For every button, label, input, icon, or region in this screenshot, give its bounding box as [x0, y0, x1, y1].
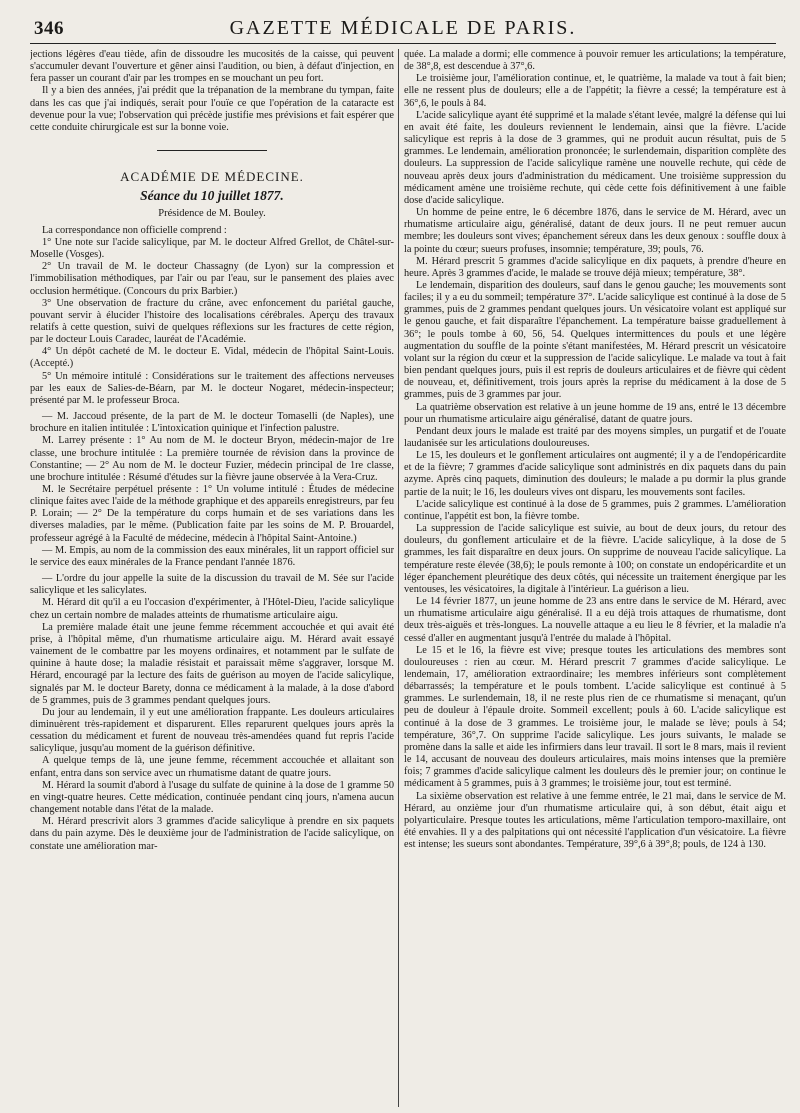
journal-title: GAZETTE MÉDICALE DE PARIS.	[229, 17, 577, 39]
paragraph: L'acide salicylique est continué à la dose de 5 grammes, puis 2 grammes. L'amélioration continue, l'appétit est bon, la fièvre tombe.	[404, 498, 786, 522]
paragraph: M. Hérard la soumit d'abord à l'usage du sulfate de quinine à la dose de 1 gramme 50 en vingt-quatre heures. Cette médication, continuée pendant cinq jours, n'amena aucun changement notable dans l'état de la malade.	[30, 779, 394, 816]
paragraph: — L'ordre du jour appelle la suite de la discussion du travail de M. Sée sur l'acide salicylique et les salicylates.	[30, 573, 394, 597]
page-header	[30, 14, 776, 44]
paragraph: — M. Empis, au nom de la commission des eaux minérales, lit un rapport officiel sur le service des eaux minérales de la France pendant l'année 1876.	[30, 544, 394, 568]
paragraph: Un homme de peine entre, le 6 décembre 1876, dans le service de M. Hérard, avec un rhumatisme articulaire aigu, généralisé, datant de deux jours. Il ne peut remuer aucun membre; les douleurs sont vives; épanchement séreux dans les deux genoux : souffle doux à la pointe du cœur; sueurs profuses, insomnie; température, 39; pouls, 76.	[404, 207, 786, 255]
paragraph: Il y a bien des années, j'ai prédit que la trépanation de la membrane du tympan, faite dans les cas que j'ai indiqués, serait pour l'ouïe ce que l'opération de la cataracte est devenue pour la vue; l'observation qui précède justifie mes prévisions et fait espérer que cette conduite chirurgicale est sur la bonne voie.	[30, 85, 394, 133]
paragraph: Pendant deux jours le malade est traité par des moyens simples, un purgatif et de l'ouate laudanisée sur les articulations douloureuses.	[404, 425, 786, 449]
paragraph: M. Hérard prescrit 5 grammes d'acide salicylique en dix paquets, à prendre d'heure en heure. Après 3 grammes d'acide, le malade se trouve déjà mieux; température, 38°.	[404, 255, 786, 279]
section-separator	[30, 145, 394, 157]
paragraph: Le lendemain, disparition des douleurs, sauf dans le genou gauche; les mouvements sont faciles; il y a eu du sommeil; température 37°. L'acide salicylique est continué à la dose de 5 grammes, puis de 2 grammes pendant quelques jours. Un vésicatoire volant est appliqué sur le genou gauche, et fait disparaître l'épanchement. La température baisse graduellement à 36°; le pouls tombe à 60, 56, 54. Quelques intermittences du pouls et une légère augmentation du souffle de la pointe s'étant manifestées, M. Hérard prescrit un vésicatoire volant sur la région du cœur et la suppression de l'acide salicylique. Le malade va tout à fait bien pendant quelques jours, puis il est repris de douleurs articulaires et de fièvre qui cèdent de nouveau, et, définitivement, trois jours après la reprise du médicament à la dose de 5 grammes, puis de 3 grammes par jour.	[404, 279, 786, 401]
paragraph: 4° Un dépôt cacheté de M. le docteur E. Vidal, médecin de l'hôpital Saint-Louis. (Accepté.)	[30, 346, 394, 370]
paragraph: Le 15, les douleurs et le gonflement articulaires ont augmenté; il y a de l'endopéricardite et de la fièvre; 7 grammes d'acide salicylique sont administrés en dix paquets dans du pain azyme. Après cinq paquets, diminution des douleurs; le malade a pu dormir la plus grande partie de la nuit; le 16, les douleurs vives ont disparu, les mouvements sont faciles.	[404, 450, 786, 498]
presidence-line: Présidence de M. Bouley.	[158, 207, 266, 219]
paragraph: 5° Un mémoire intitulé : Considérations sur le traitement des affections nerveuses par les eaux de Salies-de-Béarn, par M. le docteur Nogaret, médecin-inspecteur; présenté par M. le professeur Broca.	[30, 370, 394, 406]
paragraph: Le 14 février 1877, un jeune homme de 23 ans entre dans le service de M. Hérard, avec un rhumatisme articulaire aigu généralisé. Il a eu déjà trois attaques de rhumatisme, dont deux très-aiguës et très-longues. La nouvelle attaque a eu lieu le 8 février, et la maladie n'a cessé d'aller en augmentant jusqu'à l'entrée du malade à l'hôpital.	[404, 596, 786, 644]
paragraph: La première malade était une jeune femme récemment accouchée et qui avait été prise, à l'hôpital même, d'un rhumatisme articulaire aigu. M. Hérard avait essayé vainement de le combattre par les moyens ordinaires, et notamment par le sulfate de quinine à haute dose; la maladie résistait et paraissait même s'aggraver, lorsque M. Hérard, encouragé par la lecture des faits de guérison au moyen de l'acide salicylique, signalés par M. le docteur Barety, donna ce médicament à la malade, à la dose d'abord de 5 grammes, puis de 3 grammes pendant quelques jours.	[30, 621, 394, 706]
paragraph: Du jour au lendemain, il y eut une amélioration frappante. Les douleurs articulaires diminuèrent très-rapidement et disparurent. Elles reparurent quelques jours après la cessation du médicament et furent de nouveau très-amendées quand fut repris l'acide salicylique, jusqu'au moment de la guérison définitive.	[30, 706, 394, 755]
paragraph: La correspondance non officielle comprend :	[42, 224, 227, 236]
paragraph: La quatrième observation est relative à un jeune homme de 19 ans, entré le 13 décembre pour un rhumatisme articulaire aigu généralisé, datant de quatre jours.	[404, 401, 786, 425]
paragraph: M. le Secrétaire perpétuel présente : 1° Un volume intitulé : Études de médecine clinique faites avec l'aide de la méthode graphique et des appareils enregistreurs, par feu P. Lorain; — 2° De la température du corps humain et de ses variations dans les diverses maladies, par le même. (Publication faite par les soins de M. P. Brouardel, professeur agrégé à la Faculté de médecine, médecin à l'hôpital Saint-Antoine.)	[30, 484, 394, 544]
paragraph: 2° Un travail de M. le docteur Chassagny (de Lyon) sur la compression et l'immobilisation méthodiques, par l'air ou par l'eau, sur le pansement des plaies avec occlusion hermétique. (Concours du prix Barbier.)	[30, 261, 394, 297]
page-number: 346	[34, 18, 64, 39]
paragraph: 3° Une observation de fracture du crâne, avec enfoncement du pariétal gauche, pouvant servir à élucider l'histoire des localisations cérébrales. Aperçu des travaux relatifs à cette question, suivi de quelques réflexions sur les fractures de cette région, par le docteur Louis Caradec, lauréat de l'Académie.	[30, 297, 394, 346]
paragraph: quée. La malade a dormi; elle commence à pouvoir remuer les articulations; la température, de 38°,8, est descendue à 37°,6.	[404, 49, 786, 73]
article-columns	[30, 49, 786, 1107]
paragraph: 1° Une note sur l'acide salicylique, par M. le docteur Alfred Grellot, de Châtel-sur-Moselle (Vosges).	[30, 236, 394, 261]
paragraph: M. Hérard dit qu'il a eu l'occasion d'expérimenter, à l'Hôtel-Dieu, l'acide salicylique chez un certain nombre de malades atteints de rhumatisme articulaire aigu.	[30, 597, 394, 621]
left-column	[30, 49, 394, 1107]
paragraph: Le troisième jour, l'amélioration continue, et, le quatrième, la malade va tout à fait bien; elle ne ressent plus de douleurs; elle a de l'appétit; la fièvre a cessé; la température est à 36°,6, le pouls à 84.	[404, 73, 786, 109]
paragraph: Le 15 et le 16, la fièvre est vive; presque toutes les articulations des membres sont douloureuses : rien au cœur. M. Hérard prescrit 7 grammes d'acide salicylique. Le lendemain, 17, amélioration extraordinaire; les membres inférieurs sont complètement débarrassés; la température et le pouls tombent. L'acide salicylique est continué à 5 grammes. Le surlendemain, 18, il ne reste plus rien de ce rhumatisme si menaçant, qu'un peu de douleur à l'épaule droite. Sommeil excellent; pouls à 60. L'acide salicylique est continué à la dose de 3 grammes. Le troisième jour, le malade se lève; pouls à 54; température, 36°,7. On supprime l'acide salicylique. Les jours suivants, le malade se promène dans la salle et aide les infirmiers dans leur travail. Il sort le 8 mars, mais il revient le 14, accusant de nouveau des douleurs articulaires, mais moins intenses que la première fois; 7 grammes d'acide salicylique calment les douleurs dès le premier jour; on continue le médicament à 5 grammes, puis à 3 grammes; le troisième jour, tout est terminé.	[404, 644, 786, 790]
paragraph: La suppression de l'acide salicylique est suivie, au bout de deux jours, du retour des douleurs, du gonflement articulaire et de la fièvre. L'acide salicylique, à la dose de 5 grammes, les fait disparaître en deux jours. On supprime de nouveau l'acide salicylique. La température reste élevée (38,6); le pouls remonte à 100; on constate un endopéricardite et un léger épanchement pleurétique des deux côtés, qui nécessite un traitement énergique par les ventouses, les vésicatoires, la digitale à l'intérieur. La guérison a lieu.	[404, 523, 786, 595]
session-heading: Séance du 10 juillet 1877.	[140, 188, 284, 204]
paragraph: A quelque temps de là, une jeune femme, récemment accouchée et allaitant son enfant, entra dans son service avec un rhumatisme datant de quatre jours.	[30, 755, 394, 779]
right-column	[404, 49, 786, 1107]
paragraph: jections légères d'eau tiède, afin de dissoudre les mucosités de la caisse, qui peuvent s'accumuler devant l'ouverture et gêner ainsi l'audition, ou bien, à défaut d'injection, en fera passer un courant d'air par les trompes en se mouchant un peu fort.	[30, 49, 394, 85]
paragraph: M. Larrey présente : 1° Au nom de M. le docteur Bryon, médecin-major de 1re classe, une brochure intitulée : La première tournée de révision dans la province de Constantine; — 2° Au nom de M. le docteur Fuzier, médecin principal de 1re classe, une brochure intitulée : Résumé d'études sur la fièvre jaune observée à la Vera-Cruz.	[30, 435, 394, 483]
paragraph: M. Hérard prescrivit alors 3 grammes d'acide salicylique à prendre en six paquets dans du pain azyme. Dès le deuxième jour de l'administration de l'acide salicylique, on constate une amélioration mar-	[30, 816, 394, 852]
paragraph: La sixième observation est relative à une femme entrée, le 21 mai, dans le service de M. Hérard, au onzième jour d'un rhumatisme articulaire qui, à son début, était aigu et polyarticulaire. Presque toutes les articulations, même l'articulation temporo-maxillaire, ont été envahies. Il y a des palpitations qui ont nécessité l'application d'un vésicatoire. La fièvre est intense; les sueurs sont abondantes. Température, 39°,6 à 39°,8; pouls, de 124 à 130.	[404, 790, 786, 851]
section-title: ACADÉMIE DE MÉDECINE.	[120, 169, 304, 185]
paragraph: — M. Jaccoud présente, de la part de M. le docteur Tomaselli (de Naples), une brochure en italien intitulée : L'intoxication quinique et l'infection palustre.	[30, 411, 394, 435]
paragraph: L'acide salicylique ayant été supprimé et la malade s'étant levée, malgré la défense qui lui en avait été faite, les douleurs reviennent le lendemain, ainsi que la fièvre. L'acide salicylique est repris à la dose de 3 grammes, qui ne produit aucun résultat, puis de 5 grammes. Le lendemain, amélioration prononcée; le surlendemain, disparition complète des douleurs. La suppression de l'acide salicylique ramène une nouvelle rechute, qui cède de nouveau après deux jours d'administration du médicament. Une troisième suppression du médicament amène une troisième rechute, qui cède cette fois définitivement à une faible dose d'acide salicylique.	[404, 109, 786, 206]
